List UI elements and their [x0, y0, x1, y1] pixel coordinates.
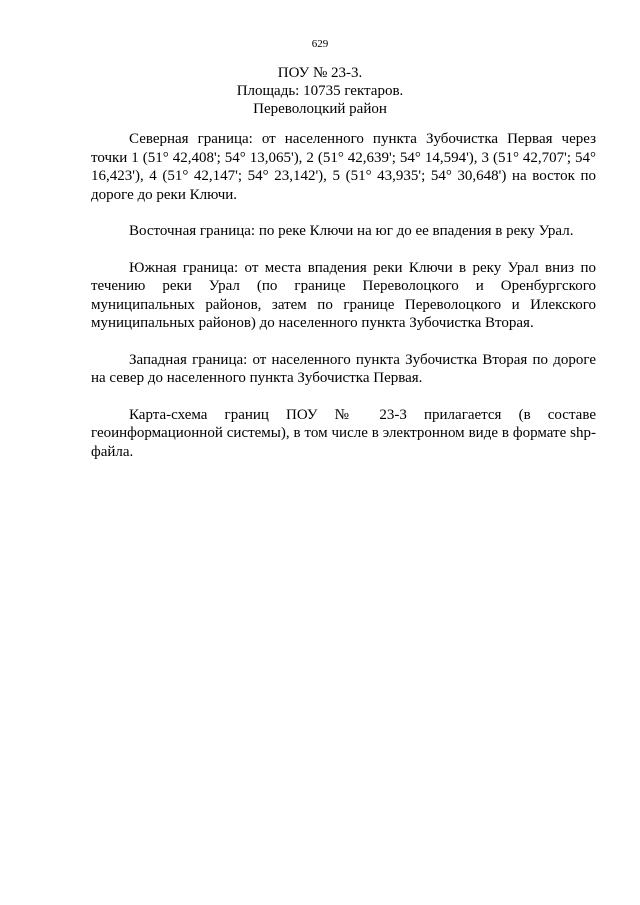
paragraph-west-border: Западная граница: от населенного пункта Зубочистка Вторая по дороге на север до населенного пункта Зубочистка Первая.	[91, 351, 596, 386]
page-number: 629	[311, 38, 329, 50]
document-header	[0, 64, 640, 118]
paragraph-south-border: Южная граница: от места впадения реки Ключи в реку Урал вниз по течению реки Урал (по границе Переволоцкого и Оренбургского муниципальных районов, затем по границе Переволоцкого и Илекского муниципальных районов) до населенного пункта Зубочистка Вторая.	[91, 259, 596, 331]
paragraph-map-scheme: Карта-схема границ ПОУ № 23-3 прилагается (в составе геоинформационной системы), в том числе в электронном виде в формате shp-файла.	[91, 406, 596, 460]
document-body	[91, 130, 596, 479]
paragraph-east-border: Восточная граница: по реке Ключи на юг до ее впадения в реку Урал.	[129, 223, 574, 239]
document-title: ПОУ № 23-3.	[277, 65, 363, 81]
area-line: Площадь: 10735 гектаров.	[236, 83, 404, 99]
district-line: Переволоцкий район	[253, 101, 387, 117]
paragraph-north-border: Северная граница: от населенного пункта Зубочистка Первая через точки 1 (51° 42,408'; 54° 13,065'), 2 (51° 42,639'; 54° 14,594'), 3 (51° 42,707'; 54° 16,423'), 4 (51° 42,147'; 54° 23,142'), 5 (51° 43,935'; 54° 30,648') на восток по дороге до реки Ключи.	[91, 131, 596, 203]
